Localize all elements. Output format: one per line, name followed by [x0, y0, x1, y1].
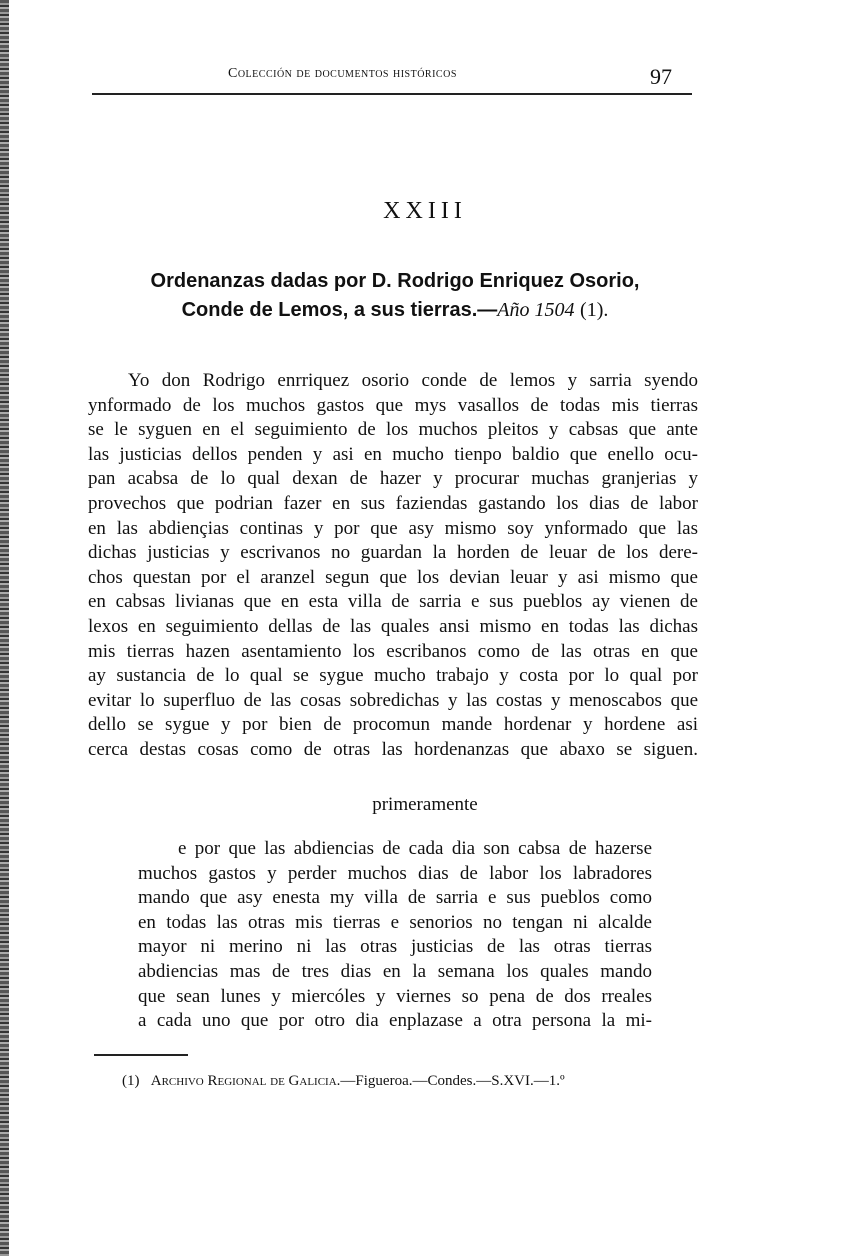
scan-edge — [0, 0, 9, 1256]
text-line: muchos gastos y perder muchos dias de labor los labradores — [138, 862, 652, 884]
text-line: cerca destas cosas como de otras las hordenanzas que abaxo se siguen. — [88, 739, 698, 760]
running-header: Colección de documentos históricos — [228, 66, 457, 81]
text-line: las justicias dellos penden y asi en mucho tienpo baldio que enello ocu- — [88, 443, 698, 465]
document-title-line1: Ordenanzas dadas por D. Rodrigo Enriquez Osorio, — [150, 270, 640, 292]
text-line: mayor ni merino ni las otras justicias de las otras tierras — [138, 936, 652, 958]
text-line: lexos en seguimiento dellas de las quales ansi mismo en todas las dichas — [88, 616, 698, 637]
page-number: 97 — [650, 64, 672, 89]
title-year: Año 1504 — [497, 299, 575, 321]
subheading: primeramente — [372, 794, 478, 815]
text-line: en las abdiençias continas y por que asy mismo soy ynformado que las — [88, 517, 698, 539]
document-number: XXIII — [383, 198, 467, 224]
text-line: dichas justicias y escrivanos no guardan la horden de leuar de los dere- — [88, 542, 698, 564]
header-rule — [92, 93, 692, 95]
title-text: Conde de Lemos, a sus tierras.— — [181, 299, 498, 321]
text-line: mando que asy enesta my villa de sarria e sus pueblos como — [138, 887, 652, 909]
text-line: ynformado de los muchos gastos que mys vasallos de todas mis tierras — [88, 394, 698, 416]
document-title-line2 — [88, 299, 702, 322]
text-line: dello se sygue y por bien de procomun mande hordenar y hordene asi — [88, 714, 698, 736]
text-line: en cabsas livianas que en esta villa de sarria e sus pueblos ay vienen de — [88, 591, 698, 613]
text-line: se le syguen en el seguimiento de los muchos pleitos y cabsas que ante — [88, 419, 698, 441]
footnote-archive: Archivo Regional de Galicia — [150, 1073, 337, 1089]
text-line: evitar lo superfluo de las cosas sobredichas y las costas y menoscabos que — [88, 689, 698, 711]
text-line: pan acabsa de lo qual dexan de hazer y procurar muchas granjerias y — [88, 468, 698, 490]
text-line: provechos que podrian fazer en sus faziendas gastando los dias de labor — [88, 493, 698, 514]
footnote-ref: (1). — [580, 299, 609, 321]
footnote-marker: (1) — [122, 1073, 140, 1089]
text-line: chos questan por el aranzel segun que los devian leuar y asi mismo que — [88, 566, 698, 588]
text-line: que sean lunes y miercóles y viernes so pena de dos rreales — [138, 985, 652, 1007]
text-line: en todas las otras mis tierras e senorios no tengan ni alcalde — [138, 911, 652, 933]
text-line: e por que las abdiencias de cada dia son cabsa de hazerse — [178, 838, 652, 859]
footnote-rule — [94, 1054, 188, 1056]
text-line: ay sustancia de lo qual se sygue mucho trabajo y costa por lo qual por — [88, 665, 698, 687]
footnote-source: .—Figueroa.—Condes.—S.XVI.—1.º — [336, 1073, 565, 1089]
text-line: a cada uno que por otro dia enplazase a otra persona la mi- — [138, 1010, 652, 1032]
footnote — [122, 1073, 565, 1090]
text-line: Yo don Rodrigo enrriquez osorio conde de lemos y sarria syendo — [128, 370, 698, 391]
text-line: mis tierras hazen asentamiento los escribanos como de las otras en que — [88, 640, 698, 662]
text-line: abdiencias mas de tres dias en la semana los quales mando — [138, 961, 652, 982]
